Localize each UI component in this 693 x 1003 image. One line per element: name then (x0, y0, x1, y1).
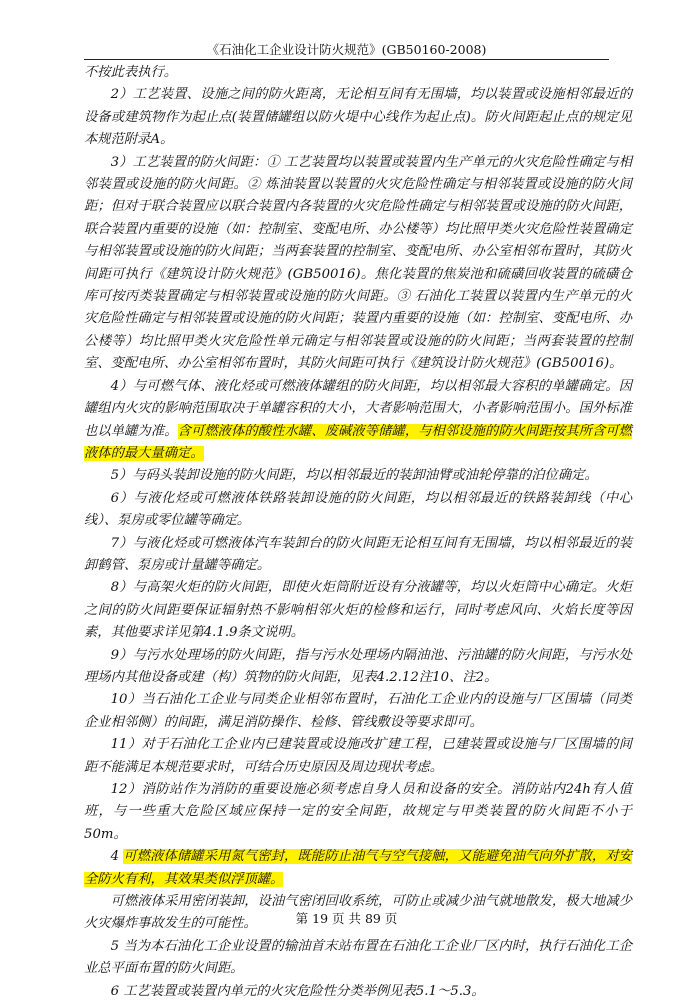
paragraph-text: 不按此表执行。 (84, 65, 178, 80)
paragraph (84, 981, 632, 1003)
page-header: 《石油化工企业设计防火规范》(GB50160-2008) (206, 42, 487, 57)
paragraph (84, 734, 632, 779)
paragraph-text: 2）工艺装置、设施之间的防火距离，无论相互间有无围墙，均以装置或设施相邻最近的设备或建筑物作为起止点(装置储罐组以防火堤中心线作为起止点)。防火间距起止点的规定见本规范附录A。 (84, 87, 632, 148)
paragraph (84, 152, 632, 376)
highlighted-text: 含可燃液体的酸性水罐、废碱液等储罐，与相邻设施的防火间距按其所含可燃液体的最大量确定。 (84, 423, 633, 461)
paragraph-text: 6 工艺装置或装置内单元的火灾危险性分类举例见表5.1～5.3。 (110, 983, 485, 999)
paragraph (84, 533, 632, 578)
paragraph (84, 465, 632, 487)
paragraph-text: 8）与高架火炬的防火间距，即使火炬筒附近设有分液罐等，均以火炬筒中心确定。火炬之间的防火间距要保证辐射热不影响相邻火炬的检修和运行，同时考虑风向、火焰长度等因素，其他要求详见第4.1.9条文说明。 (84, 580, 632, 641)
paragraph-text: 5 当为本石油化工企业设置的输油首末站布置在石油化工企业厂区内时，执行石油化工企业总平面布置的防火间距。 (84, 938, 632, 977)
paragraph (84, 62, 632, 84)
page-footer: 第 19 页 共 89 页 (295, 911, 398, 926)
paragraph-text: 4）与可燃气体、液化烃或可燃液体罐组的防火间距，均以相邻最大容积的单罐确定。因罐组内火灾的影响范围取决于单罐容积的大小，大者影响范围大，小者影响范围小。国外标准也以单罐为准。 (84, 378, 632, 439)
paragraph (84, 577, 632, 644)
paragraph-text: 4 (110, 849, 124, 865)
paragraph-text: 3）工艺装置的防火间距：① 工艺装置均以装置或装置内生产单元的火灾危险性确定与相邻装置或设施的防火间距。② 炼油装置以装置的火灾危险性确定与相邻装置或设施的防火间距；但对于联合装置应以联合装置内各装置的火灾危险性确定与相邻装置或设施的防火间距，联合装置内重要的设施（如：控制室、变配电所、办公楼等）均比照甲类火灾危险性装置确定与相邻装置或设施的防火间距；当两套装置的控制室、变配电所、办公室相邻布置时，其防火间距可执行《建筑设计防火规范》(GB50016)。焦化装置的焦炭池和硫磺回收装置的硫磺仓库可按丙类装置确定与相邻装置或设施的防火间距。③ 石油化工装置以装置内生产单元的火灾危险性确定与相邻装置或设施的防火间距；装置内重要的设施（如：控制室、变配电所、办公楼等）均比照甲类火灾危险性单元确定与相邻装置或设施的防火间距；当两套装置的控制室、变配电所、办公室相邻布置时，其防火间距可执行《建筑设计防火规范》(GB50016)。 (84, 154, 632, 372)
paragraph (84, 645, 632, 690)
paragraph-text: 7）与液化烃或可燃液体汽车装卸台的防火间距无论相互间有无围墙，均以相邻最近的装卸鹤管、泵房或计量罐等确定。 (84, 535, 632, 573)
paragraph (84, 779, 632, 846)
paragraph-text: 可燃液体采用密闭装卸，设油气密闭回收系统，可防止或减少油气就地散发，极大地减少火灾爆炸事故发生的可能性。 (84, 894, 632, 932)
paragraph-text: 12）消防站作为消防的重要设施必须考虑自身人员和设备的安全。消防站内24h有人值班，与一些重大危险区域应保持一定的安全间距，故规定与甲类装置的防火间距不小于50m。 (84, 782, 632, 842)
paragraph-text: 11）对于石油化工企业内已建装置或设施改扩建工程，已建装置或设施与厂区围墙的间距不能满足本规范要求时，可结合历史原因及周边现状考虑。 (84, 737, 632, 775)
paragraph (84, 376, 632, 466)
paragraph (84, 84, 632, 151)
paragraph (84, 689, 632, 734)
document-body (84, 62, 632, 1003)
paragraph (84, 936, 632, 981)
paragraph (84, 488, 632, 533)
paragraph-text: 5）与码头装卸设施的防火间距，均以相邻最近的装卸油臂或油轮停靠的泊位确定。 (110, 468, 598, 484)
header-divider (84, 59, 609, 60)
paragraph-text: 9）与污水处理场的防火间距，指与污水处理场内隔油池、污油罐的防火间距，与污水处理场内其他设备或建（构）筑物的防火间距，见表4.2.12注10、注2。 (84, 647, 632, 685)
paragraph-text: 10）当石油化工企业与同类企业相邻布置时，石油化工企业内的设施与厂区围墙（同类企业相邻侧）的间距，满足消防操作、检修、管线敷设等要求即可。 (84, 692, 632, 730)
paragraph (84, 846, 632, 891)
paragraph-text: 6）与液化烃或可燃液体铁路装卸设施的防火间距，均以相邻最近的铁路装卸线（中心线）、泵房或零位罐等确定。 (84, 490, 632, 529)
highlighted-text: 可燃液体储罐采用氮气密封，既能防止油气与空气接触，又能避免油气向外扩散，对安全防火有利，其效果类似浮顶罐。 (84, 849, 633, 887)
